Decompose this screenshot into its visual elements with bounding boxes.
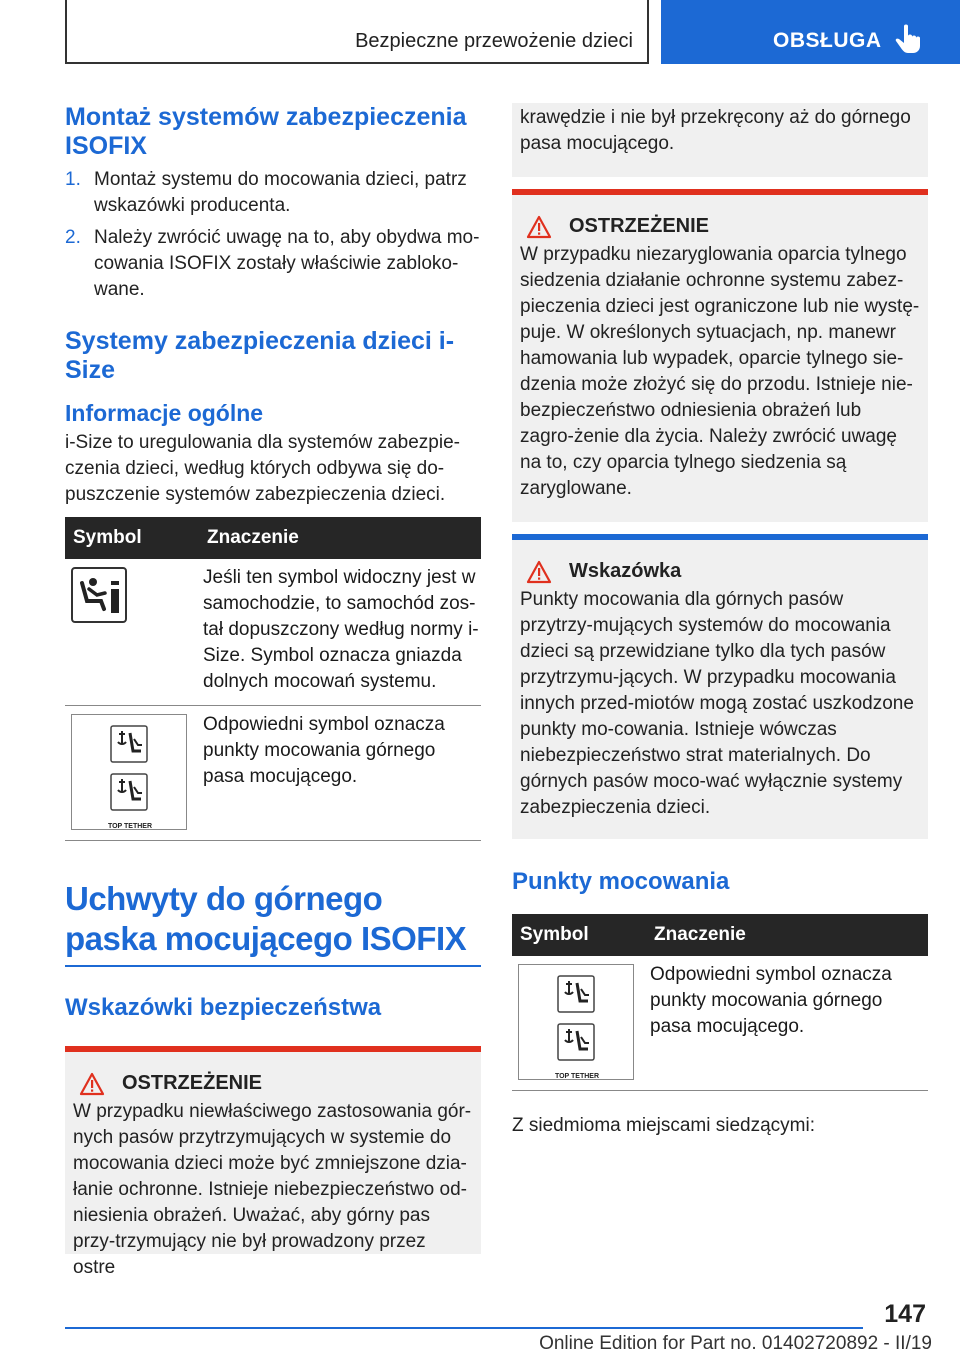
table-cell: Odpowiedni symbol oznacza punkty mocowania górnego pasa mocującego. — [644, 956, 928, 1091]
list-item: 2. Należy zwrócić uwagę na to, aby obydwa mo-cowania ISOFIX zostały właściwie zabloko-wane. — [65, 227, 480, 300]
seven-seats-text: Z siedmioma miejscami siedzącymi: — [512, 1115, 816, 1136]
general-info-text: i-Size to uregulowania dla systemów zabezpie-czenia dzieci, według których odbywa się do-puszczenie systemów zabezpieczenia dzieci. — [65, 432, 460, 505]
isize-seat-icon — [71, 567, 127, 623]
table-cell: Odpowiedni symbol oznacza punkty mocowania górnego pasa mocującego. — [197, 706, 481, 841]
footer-divider — [65, 1327, 863, 1329]
table-row — [512, 956, 928, 1091]
anchor-points-table — [512, 914, 928, 1091]
warning-triangle-icon — [527, 561, 551, 583]
left-column — [65, 103, 481, 1278]
isize-symbol-table — [65, 517, 481, 841]
warning-triangle-icon — [527, 216, 551, 238]
edition-text: Online Edition for Part no. 01402720892 - II/19 — [539, 1333, 932, 1354]
tether-seat-icon — [110, 725, 148, 763]
warning-text: W przypadku niewłaściwego zastosowania gór-nych pasów przytrzymujących w systemie do mocowania dzieci może być zmniejszone dzia-łanie ochronne. Istnieje niebezpieczeństwo od-niesienia obrażeń. Uważać, aby górny pas przy-trzymujący nie był prowadzony przez ostre — [73, 1101, 472, 1278]
section-title: Bezpieczne przewożenie dzieci — [355, 30, 633, 52]
tab-obsluga[interactable] — [661, 0, 960, 64]
warning-box — [65, 1046, 481, 1278]
note-text: Punkty mocowania dla górnych pasów przytrzy-mujących systemów do mocowania dzieci są przewidziane tylko dla tych pasów przytrzymu-jących. W przypadku mocowania innych przed-miotów mogą zostać uszkodzone punkty mo-cowania. Istnieje wówczas niebezpieczeństwo strat materialnych. Do górnych pasów moco-wać wyłącznie systemy zabezpieczenia dzieci. — [520, 589, 914, 818]
top-tether-caption: TOP TETHER — [554, 1073, 600, 1080]
top-tether-icon — [518, 964, 634, 1080]
heading-tether-anchors: Uchwyty do górnego paska mocującego ISOFIX — [65, 880, 467, 957]
warning-triangle-icon — [80, 1073, 104, 1095]
right-column — [512, 103, 928, 1139]
column-header-symbol: Symbol — [512, 914, 644, 956]
column-header-meaning: Znaczenie — [197, 517, 481, 559]
heading-safety-tips: Wskazówki bezpieczeństwa — [65, 994, 382, 1021]
header-section-box — [65, 0, 649, 64]
table-cell: Jeśli ten symbol widoczny jest w samochodzie, to samochód zos-tał dopuszczony według normy i-Size. Symbol oznacza gniazda dolnych mocowań systemu. — [197, 559, 481, 706]
table-row — [65, 559, 481, 706]
heading-general-info: Informacje ogólne — [65, 400, 264, 426]
page-number: 147 — [884, 1300, 926, 1328]
pointing-hand-icon — [895, 24, 921, 54]
warning-box-continued — [512, 103, 928, 177]
heading-anchor-points: Punkty mocowania — [512, 868, 730, 895]
top-tether-icon — [71, 714, 187, 830]
warning-text: krawędzie i nie był przekręcony aż do górnego pasa mocującego. — [520, 107, 911, 154]
tether-seat-icon — [557, 975, 595, 1013]
warning-title: OSTRZEŻENIE — [122, 1072, 263, 1094]
tether-seat-icon — [110, 773, 148, 811]
divider — [65, 965, 481, 967]
column-header-meaning: Znaczenie — [644, 914, 928, 956]
mounting-steps — [65, 167, 481, 303]
tab-label: OBSŁUGA — [773, 29, 882, 52]
column-header-symbol: Symbol — [65, 517, 197, 559]
list-item: 1. Montaż systemu do mocowania dzieci, patrz wskazówki producenta. — [65, 169, 467, 216]
top-tether-caption: TOP TETHER — [107, 823, 153, 830]
table-row — [65, 706, 481, 841]
warning-title: OSTRZEŻENIE — [569, 215, 710, 237]
tether-seat-icon — [557, 1023, 595, 1061]
note-title: Wskazówka — [569, 560, 682, 582]
heading-isofix-mounting: Montaż systemów zabezpieczenia ISOFIX — [65, 103, 467, 160]
warning-box — [512, 189, 928, 522]
heading-isize: Systemy zabezpieczenia dzieci i-Size — [65, 327, 455, 384]
note-box — [512, 534, 928, 839]
warning-text: W przypadku niezaryglowania oparcia tylnego siedzenia działanie ochronne systemu zabez-pieczenia dzieci jest ograniczone lub nie wystę-puje. W określonych sytuacjach, np. manewr hamowania lub wypadek, oparcie tylnego sie-dzenia może złożyć się do przodu. Istnieje nie-bezpieczeństwo odniesienia obrażeń lub zagro-żenie dla życia. Należy zwrócić uwagę na to, czy oparcia tylnego siedzenia są zaryglowane. — [520, 244, 920, 499]
